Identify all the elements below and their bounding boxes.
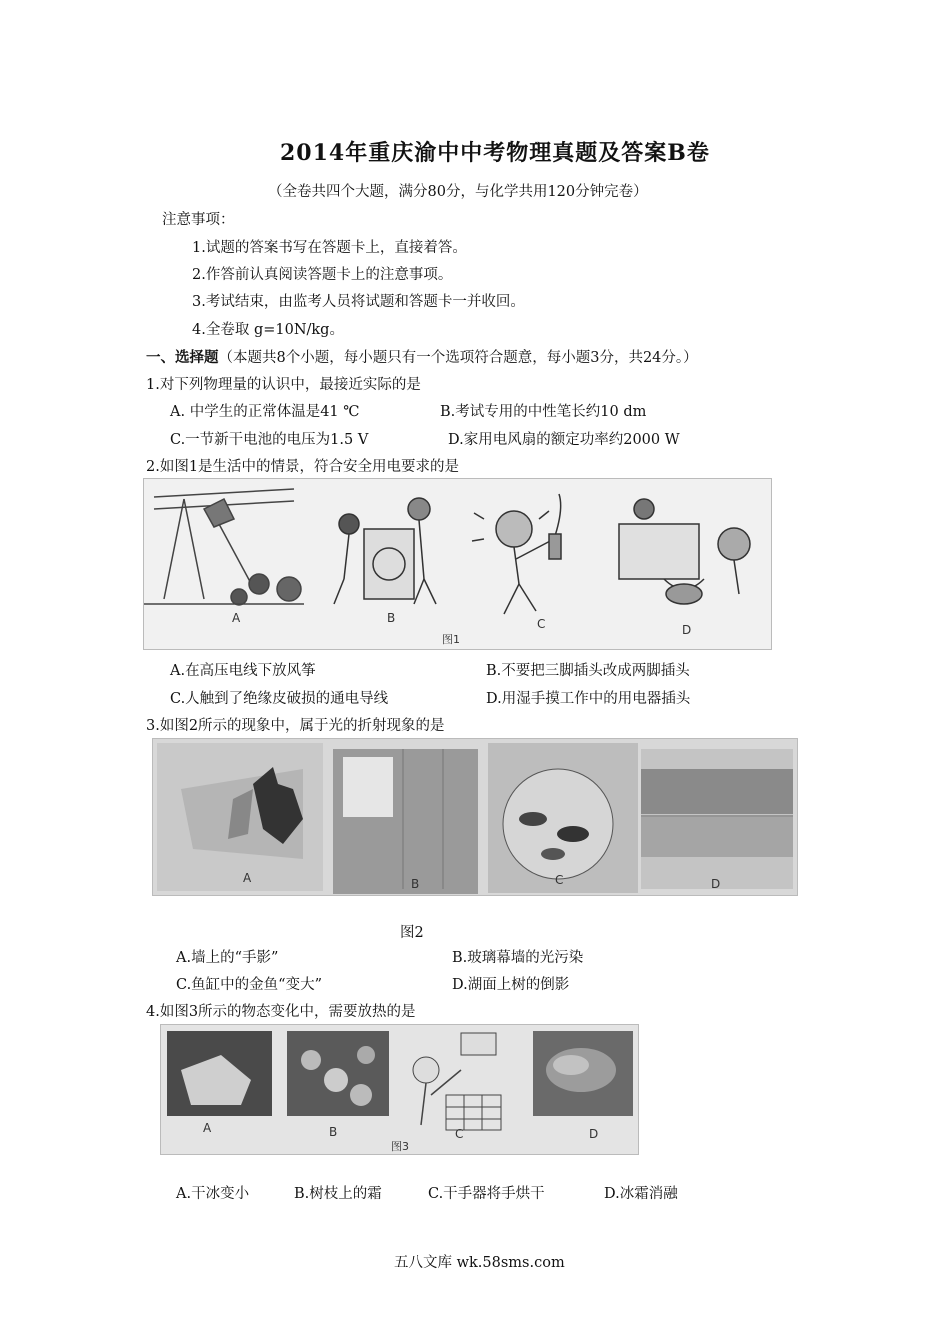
fig1-label-a: A [232, 611, 241, 625]
section-desc: （本题共8个小题，每小题只有一个选项符合题意，每小题3分，共24分。） [218, 350, 698, 366]
fig3-label-d: D [589, 1127, 599, 1141]
fig2-label-a: A [243, 871, 252, 885]
kite-illustration [144, 489, 304, 605]
fig2-caption: 图2 [400, 925, 424, 941]
fig1-label-d: D [682, 623, 692, 637]
q1-option-c: C.一节新干电池的电压为1.5 V [170, 432, 369, 448]
fig2-label-c: C [555, 873, 564, 887]
q3-option-a: A.墙上的“手影” [176, 950, 279, 966]
q3-option-d: D.湖面上树的倒影 [452, 977, 570, 993]
note-item: 4.全卷取 g=10N/kg。 [192, 322, 344, 338]
fig3-label-a: A [203, 1121, 212, 1135]
notes-heading: 注意事项： [162, 212, 235, 228]
fig2-label-d: D [711, 877, 721, 891]
fig1-label-c: C [537, 617, 546, 631]
figure-2 [152, 738, 798, 896]
q1-option-a: A. 中学生的正常体温是41 ℃ [170, 404, 360, 420]
q4-option-a: A.干冰变小 [176, 1186, 250, 1202]
q3-stem: 3.如图2所示的现象中，属于光的折射现象的是 [146, 718, 445, 734]
q1-stem: 1.对下列物理量的认识中，最接近实际的是 [146, 377, 421, 393]
fig1-label-b: B [387, 611, 396, 625]
q3-option-c: C.鱼缸中的金鱼“变大” [176, 977, 323, 993]
q2-option-d: D.用湿手摸工作中的用电器插头 [486, 691, 691, 707]
fig1-caption: 图1 [442, 633, 460, 646]
plug-illustration [334, 498, 436, 604]
note-item: 3.考试结束，由监考人员将试题和答题卡一并收回。 [192, 294, 525, 310]
q4-option-d: D.冰霜消融 [604, 1186, 678, 1202]
fig3-label-b: B [329, 1125, 338, 1139]
q4-option-c: C.干手器将手烘干 [428, 1186, 545, 1202]
page-subtitle: （全卷共四个大题，满分80分，与化学共用120分钟完卷） [268, 184, 648, 200]
q1-option-d: D.家用电风扇的额定功率约2000 W [448, 432, 680, 448]
fig3-label-c: C [455, 1127, 464, 1141]
page-footer: 五八文库 wk.58sms.com [394, 1255, 565, 1271]
q4-option-b: B.树枝上的霜 [294, 1186, 382, 1202]
q2-option-b: B.不要把三脚插头改成两脚插头 [486, 663, 690, 679]
figure-3 [160, 1024, 639, 1155]
q4-stem: 4.如图3所示的物态变化中，需要放热的是 [146, 1004, 416, 1020]
q1-option-b: B.考试专用的中性笔长约10 dm [440, 404, 647, 420]
q2-stem: 2.如图1是生活中的情景，符合安全用电要求的是 [146, 459, 460, 475]
page-title: 2014年重庆渝中中考物理真题及答案B卷 [280, 140, 710, 166]
note-item: 1.试题的答案书写在答题卡上，直接着答。 [192, 240, 467, 256]
q2-option-a: A.在高压电线下放风筝 [170, 663, 316, 679]
wet-hand-illustration [619, 499, 750, 604]
fig3-caption: 图3 [391, 1140, 409, 1153]
section-heading-line [146, 346, 698, 367]
shock-illustration [472, 494, 561, 614]
fig2-label-b: B [411, 877, 420, 891]
section-heading: 一、选择题 [146, 349, 219, 366]
note-item: 2.作答前认真阅读答题卡上的注意事项。 [192, 267, 453, 283]
figure-3-illustration [161, 1025, 638, 1154]
q3-option-b: B.玻璃幕墙的光污染 [452, 950, 584, 966]
figure-1 [143, 478, 772, 650]
q2-option-c: C.人触到了绝缘皮破损的通电导线 [170, 691, 389, 707]
